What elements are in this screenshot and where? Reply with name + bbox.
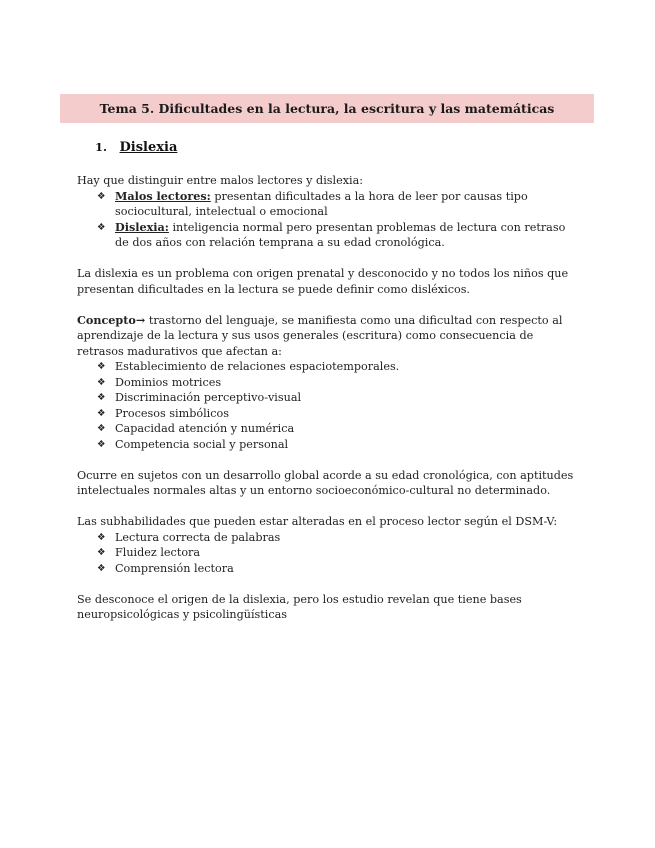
term-definition: presentan dificultades a la hora de leer por causas tipo sociocultural, intelectual o emocional — [115, 189, 528, 218]
section-heading — [95, 140, 177, 155]
document-title-text: Tema 5. Dificultades en la lectura, la escritura y las matemáticas — [99, 101, 555, 116]
diamond-bullet-icon: ❖ — [97, 361, 106, 372]
list-item — [77, 406, 577, 422]
term-dislexia: Dislexia: — [115, 219, 169, 234]
paragraph-origin: La dislexia es un problema con origen prenatal y desconocido y no todos los niños que presentan dificultades en la lectura se puede definir como disléxicos. — [77, 267, 569, 296]
concept-term: Concepto — [77, 312, 136, 327]
list-item — [77, 437, 577, 453]
list-item-text: Lectura correcta de palabras — [115, 530, 281, 544]
diamond-bullet-icon: ❖ — [97, 221, 106, 233]
diamond-bullet-icon: ❖ — [97, 562, 106, 574]
list-item — [77, 390, 577, 406]
intro-paragraph: Hay que distinguir entre malos lectores y dislexia: — [77, 174, 364, 187]
diamond-bullet-icon: ❖ — [97, 190, 106, 202]
list-item-text: Capacidad atención y numérica — [115, 422, 295, 435]
arrow-right-icon: → — [135, 312, 146, 327]
term-definition: inteligencia normal pero presentan problemas de lectura con retraso de dos años con relación temprana a su edad cronológica. — [115, 220, 566, 249]
section-number: 1. — [95, 140, 108, 154]
paragraph-conclusion: Se desconoce el origen de la dislexia, pero los estudio revelan que tiene bases neuropsicológicas y psicolingüísticas — [77, 592, 522, 621]
subskills-list — [77, 530, 577, 577]
diamond-bullet-icon: ❖ — [97, 547, 106, 558]
list-item — [77, 359, 577, 375]
term-malos-lectores: Malos lectores: — [115, 188, 211, 203]
document-title — [60, 94, 594, 123]
list-item-text: Fluidez lectora — [115, 546, 201, 559]
list-item-text: Competencia social y personal — [115, 437, 289, 451]
list-item-text: Dominios motrices — [115, 375, 222, 389]
list-item — [77, 421, 577, 437]
list-item-text: Procesos simbólicos — [115, 406, 229, 420]
distinctions-list — [77, 189, 577, 251]
diamond-bullet-icon: ❖ — [97, 376, 106, 388]
delays-list — [77, 359, 577, 452]
diamond-bullet-icon: ❖ — [97, 392, 106, 403]
paragraph-subjects: Ocurre en sujetos con un desarrollo global acorde a su edad cronológica, con aptitudes intelectuales normales altas y un entorno socioeconómico-cultural no determinado. — [77, 468, 574, 497]
section-label: Dislexia — [119, 140, 178, 155]
list-item-text: Discriminación perceptivo-visual — [115, 391, 302, 404]
concept-text: trastorno del lenguaje, se manifiesta como una dificultad con respecto al aprendizaje de la lectura y sus usos generales (escritura) como consecuencia de retrasos madurativos que afectan a: — [77, 313, 563, 358]
diamond-bullet-icon: ❖ — [97, 407, 106, 419]
diamond-bullet-icon: ❖ — [97, 531, 106, 543]
diamond-bullet-icon: ❖ — [97, 438, 106, 450]
diamond-bullet-icon: ❖ — [97, 423, 106, 434]
list-item-text: Establecimiento de relaciones espaciotemporales. — [115, 360, 400, 373]
document-body — [77, 173, 577, 638]
list-item — [77, 220, 577, 251]
list-item — [77, 375, 577, 391]
list-item-text: Comprensión lectora — [115, 561, 234, 575]
list-item — [77, 545, 577, 561]
list-item — [77, 189, 577, 220]
subskills-intro: Las subhabilidades que pueden estar alteradas en el proceso lector según el DSM-V: — [77, 515, 558, 528]
list-item — [77, 561, 577, 577]
list-item — [77, 530, 577, 546]
concept-paragraph — [77, 313, 577, 360]
